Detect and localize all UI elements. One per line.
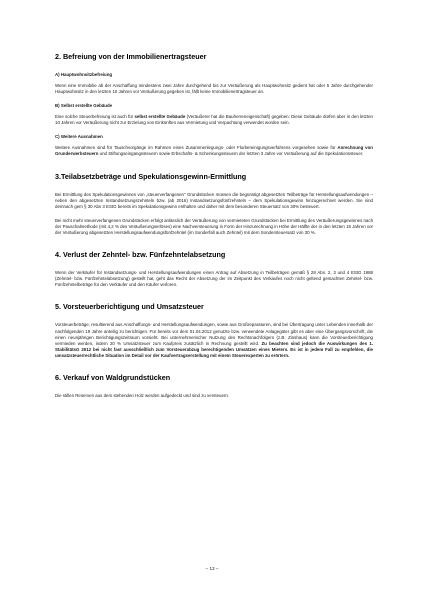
page-number: – 13 – — [205, 566, 219, 571]
subsection-b-text-bold: selbst erstellte Gebäude — [134, 114, 186, 120]
subsection-c-text-part2: und Stiftungseingangssteuern sowie Erbschafts- & Schenkungssteuern der letzten 3 Jahre vor Veräußerung auf die Spekulationssteuer. — [98, 151, 364, 157]
document-page — [55, 52, 373, 399]
section-4-paragraph: Wenn der Verkäufer für Instandsetzungs- und Herstellungsaufwendungen einen Antrag auf Absetzung in Teilbeträgen gemäß § 28 Abs. 2, 3 und 4 EStG 1988 (Zehntel- bzw. Fünfzehntelabsetzung) gestellt hat, geht das Recht der Absetzung der im Zeitpunkt des Verkaufes noch nicht geltend gemachten Zehntel- bzw. Fünfzehntelbeträge für den Verkäufer und den Käufer verloren. — [55, 270, 373, 288]
section-3-title: 3.Teilabsetzbeträge und Spekulationsgewinn-Ermittlung — [55, 171, 247, 181]
subsection-c-text-bold: Anrechnung von Grunderwerbsteuern — [55, 145, 373, 157]
subsection-a-text: Wenn eine Immobilie ab der Anschaffung mindestens zwei Jahre durchgehend bis zur Veräußerung als Hauptwohnsitz gedient hat oder 5 Jahre durchgehender Hauptwohnsitz in den letzten 10 Jahren vor Veräußerung gegeben ist, fällt keine Immobilienertragsteuer an. — [55, 83, 373, 95]
section-3-paragraph-1: Bei Ermittlung des Spekulationsgewinnes von „steuerverfangenen" Grundstücken müssen die begünstigt abgesetzten Teilbeträge für Herstellungsaufwendungen – neben den abgesetzten Instandsetzungszehnteln bzw. (ab 2016) Instandsetzungsfünfzehnteln – dem Spekulationsgewinn hinzugerechnet werden. Sie sind demnach gem § 30 Abs 3 EStG bereits im Spekulationsgewinn enthalten und daher mit dem besonderen Steuersatz von 30% besteuert. — [55, 191, 373, 209]
section-5-title: 5. Vorsteuerberichtigung und Umsatzsteuer — [55, 302, 204, 312]
subsection-c-text — [55, 145, 373, 157]
section-3-paragraph-2: Bei nicht mehr steuerverfangenen Grundstücken erfolgt anlässlich der Veräußerung von vermieteten Grundstücken bei Ermittlung des Veräußerungsgewinnes nach der Pauschalmethode (mit 4,2 % des Veräußerungserlöses) eine Nachversteuerung in Form der Hinzurechnung in Höhe der Hälfte der in den letzten 15 Jahren vor der Veräußerung abgesetzten Herstellungsaufwendungsfünfzehntel (im Sonderfall auch Zehntel) mit dem Sondersteuersatz von 30 %. — [55, 217, 374, 236]
subsection-c-heading: C) Weitere Ausnahmen — [55, 134, 103, 140]
section-2-title: 2. Befreiung von der Immobilienertragsteuer — [55, 52, 207, 61]
subsection-b-text-part2: (Veräußerer hat die Bauherreneigenschaft) gegeben: Diese Gebäude dürfen aber in den letzten 10 Jahren vor Veräußerung nicht zur Erzielung von Einkünften aus Vermietung und Verpachtung verwendet worden sein. — [55, 114, 373, 126]
subsection-a-heading: A) Hauptwohnsitzbefreiung — [55, 72, 113, 77]
subsection-b-text — [55, 114, 373, 126]
subsection-b-text-part1: Eine solche Steuerbefreiung ist auch für — [55, 114, 135, 120]
subsection-c-text-part1: Weitere Ausnahmen sind für Tauschvorgänge im Rahmen eines Zusammenlegungs- oder Flurbereinigungsverfahrens vorgesehen sowie für — [55, 145, 338, 151]
section-5-bold-text: Zu beachten sind jedoch die Auswirkungen des 1. StabilitätsG 2012 bei nicht fast ausschließlich zum Vorsteuerabzug berechtigenden Umsätzen eines Mieters. Es ist in jedem Fall zu empfehlen, die umsatzsteuerrechtliche Situation im Detail vor der Kaufvertragserstellung mit einem Steuerexperten zu erörtern. — [55, 340, 373, 358]
section-6-title: 6. Verkauf von Waldgrundstücken — [55, 372, 171, 382]
subsection-b-heading: B) Selbst erstellte Gebäude — [55, 103, 113, 109]
section-6-paragraph: Die stillen Reserven aus dem stehenden Holz werden aufgedeckt und sind zu versteuern. — [55, 392, 230, 398]
section-4-title: 4. Verlust der Zehntel- bzw. Fünfzehntelabsetzung — [55, 250, 226, 260]
section-5-text: Vorsteuerbeträge, resultierend aus Anschaffungs- und Herstellungsaufwendungen, sowie aus Großreparaturen, sind bei Übertragung unter Lebenden innerhalb der nachfolgenden 19 Jahre anteilig zu berichtigen. Für bereits vor dem 01.04.2012 genutzte bzw. verwendete Anlagegüter gibt es aber eine Übergangsvorschrift, die einen neunjährigen Berichtigungszeitraum vorsieht. Bei unternehmerischer Nutzung des Rechtsnachfolgers (z.B. Zinshaus) kann die Vorsteuerberichtigung vermieden werden, indem 20 % Umsatzsteuer zum Kaufpreis zusätzlich in Rechnung gestellt wird. — [55, 322, 373, 346]
section-5-paragraph — [55, 322, 373, 359]
